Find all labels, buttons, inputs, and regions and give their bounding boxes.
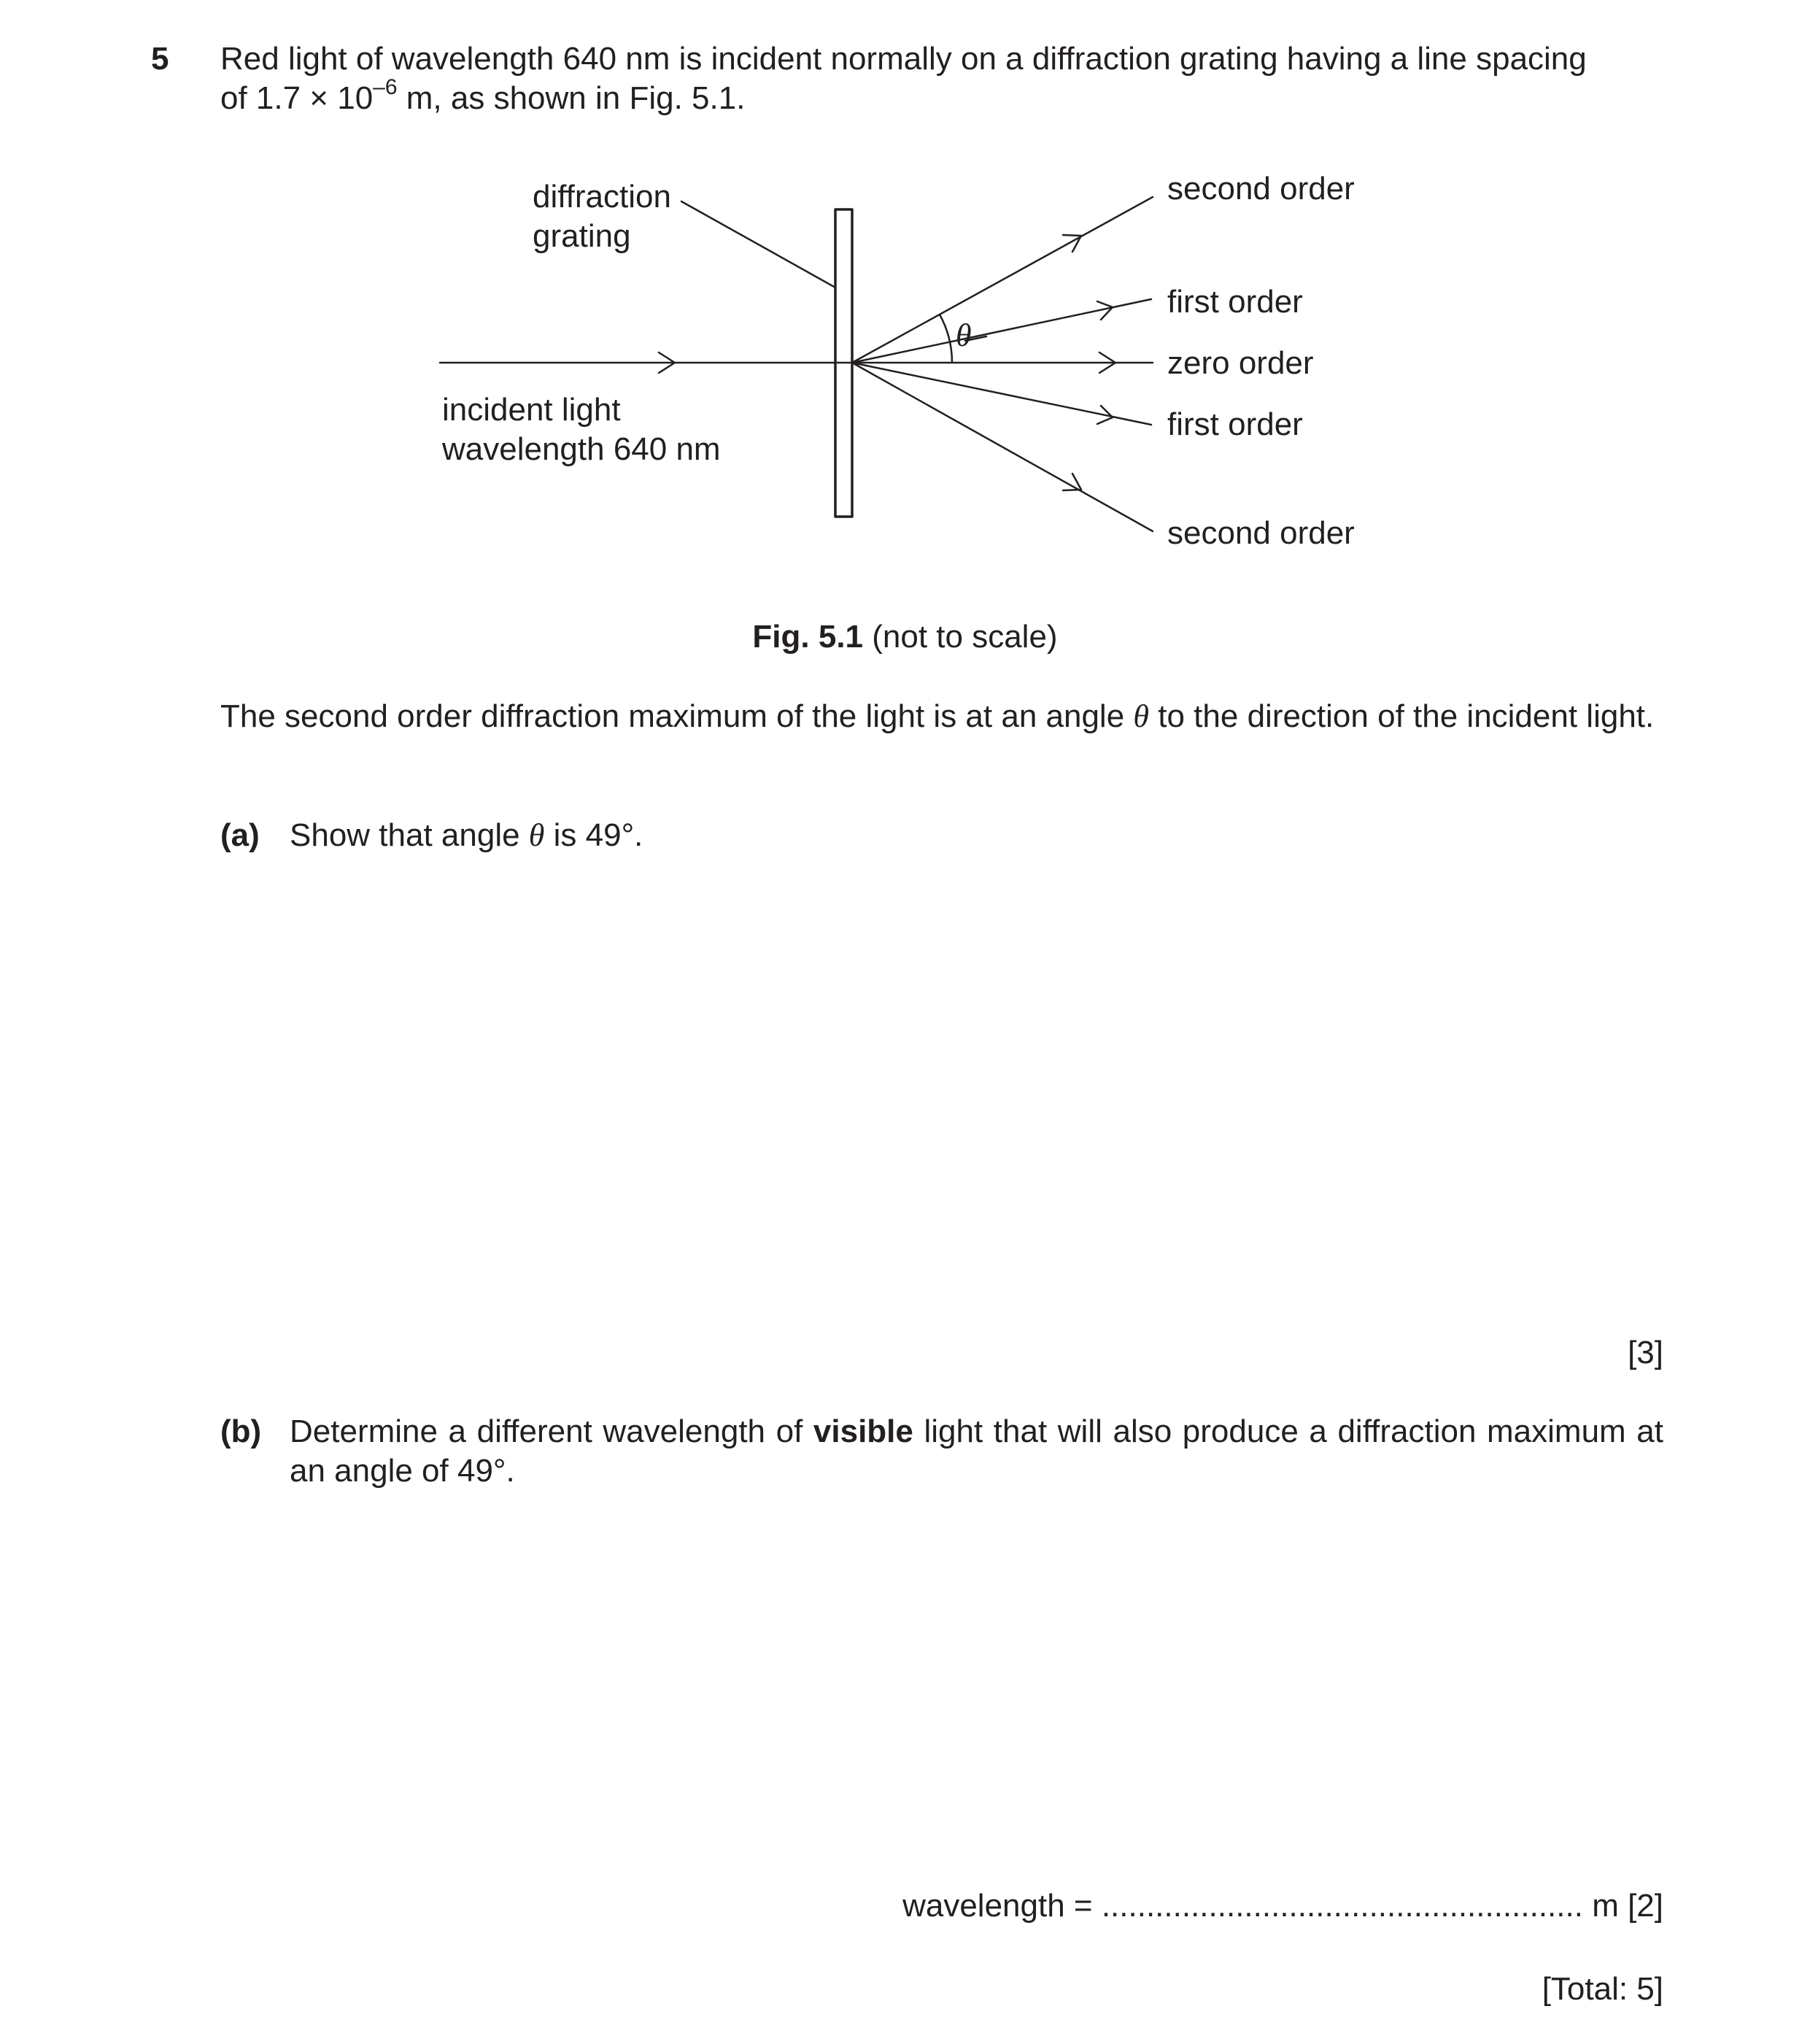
part-a-text1: Show that angle (290, 817, 529, 853)
part-b-label: (b) (220, 1414, 262, 1449)
theta-angle-arc (940, 315, 952, 363)
grating-leader-line (681, 201, 835, 288)
grating-label-line2: grating (533, 218, 631, 254)
part-b-text1: Determine a different wavelength of (290, 1414, 813, 1449)
question-number: 5 (151, 41, 169, 77)
incident-label-line1: incident light (442, 392, 621, 428)
part-b-text (290, 1412, 1663, 1491)
zero-order-label: zero order (1167, 345, 1314, 381)
second-order-top-ray (852, 197, 1153, 363)
answer-unit-marks: m [2] (1582, 1888, 1663, 1924)
first-order-top-ray (852, 299, 1151, 363)
part-a-text (290, 816, 1663, 855)
statement-theta: θ (1133, 698, 1150, 734)
answer-label: wavelength = (902, 1888, 1102, 1924)
intro-exponent: –6 (373, 75, 398, 100)
second-order-top-label: second order (1167, 171, 1355, 207)
second-order-bottom-label: second order (1167, 515, 1355, 551)
figure-caption-number: Fig. 5.1 (752, 619, 864, 655)
first-order-bottom-ray (852, 363, 1151, 425)
part-b-bold-word: visible (813, 1414, 913, 1449)
intro-line-1: Red light of wavelength 640 nm is incident normally on a diffraction grating having a line spacing (220, 41, 1587, 77)
intro-line-2b: m, as shown in Fig. 5.1. (397, 80, 746, 116)
intro-line-2a: of 1.7 × 10 (220, 80, 374, 116)
part-a-label: (a) (220, 817, 260, 853)
statement-part1: The second order diffraction maximum of the light is at an angle (220, 698, 1134, 734)
part-a-marks: [3] (1628, 1335, 1663, 1370)
figure-caption-note: (not to scale) (863, 619, 1058, 655)
part-b-text2: light that will also produce a diffraction maximum at an angle of 49°. (290, 1414, 1663, 1489)
part-a-theta: θ (528, 817, 545, 853)
statement-paragraph (220, 697, 1663, 736)
first-order-top-label: first order (1167, 284, 1303, 320)
statement-part2: to the direction of the incident light. (1149, 698, 1655, 734)
total-marks: [Total: 5] (1542, 1971, 1663, 2007)
second-order-bottom-ray (852, 363, 1153, 531)
answer-dots[interactable]: ...................................................... (1101, 1888, 1583, 1924)
part-a-text2: is 49°. (544, 817, 643, 853)
figure-caption (0, 617, 1810, 657)
incident-label-line2: wavelength 640 nm (442, 431, 721, 467)
grating-label-line1: diffraction (533, 179, 671, 215)
theta-label: θ (956, 317, 972, 353)
first-order-bottom-label: first order (1167, 406, 1303, 442)
diffraction-diagram (0, 0, 1810, 584)
part-b-answer-line (902, 1886, 1663, 1926)
